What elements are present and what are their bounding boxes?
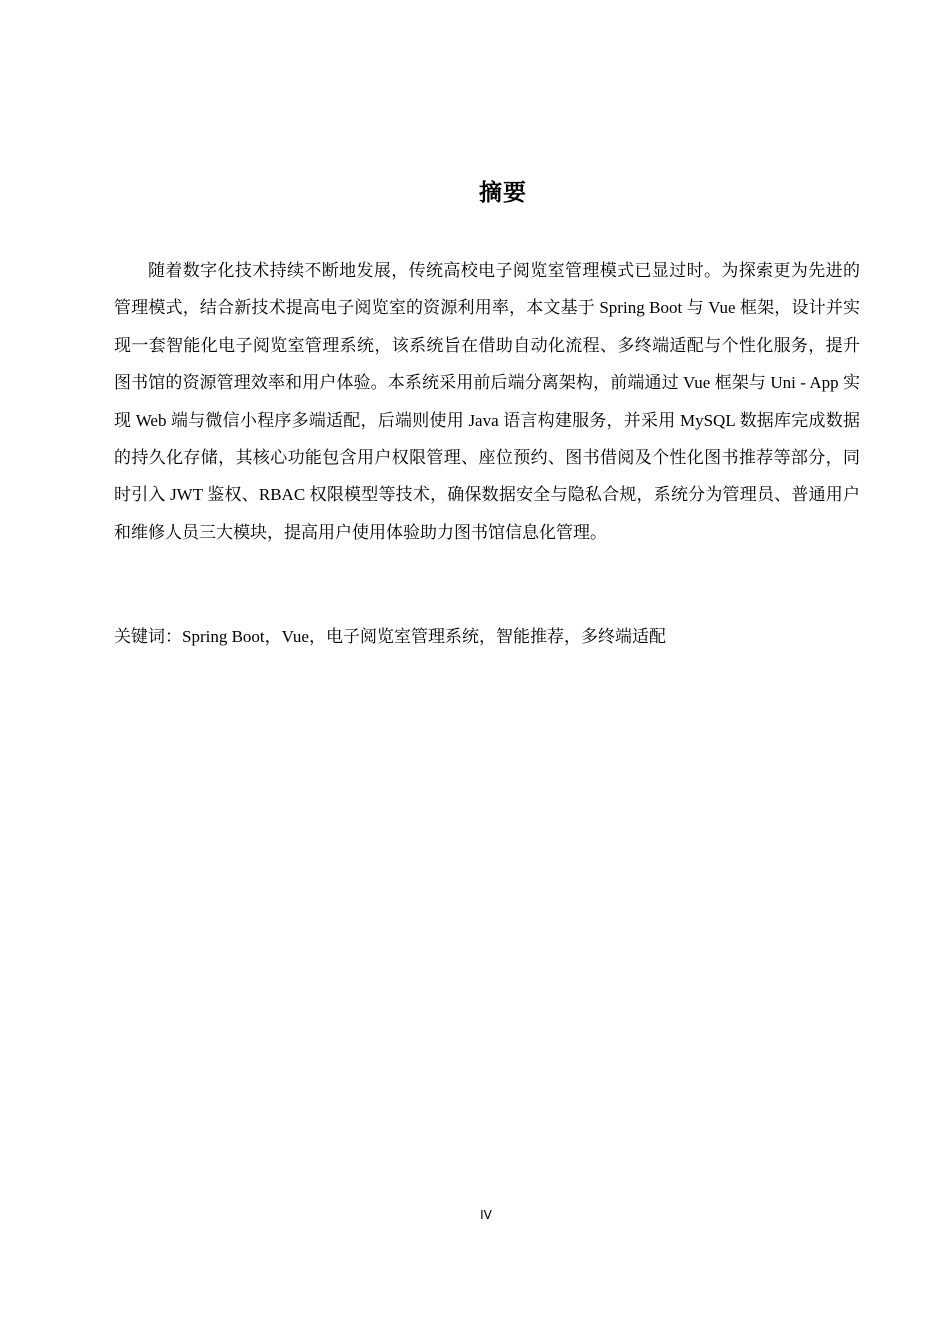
keywords-line: 关键词：Spring Boot，Vue，电子阅览室管理系统，智能推荐，多终端适配	[114, 627, 666, 646]
abstract-paragraph: 随着数字化技术持续不断地发展，传统高校电子阅览室管理模式已显过时。为探索更为先进的管理模式，结合新技术提高电子阅览室的资源利用率，本文基于 Spring Boot 与 Vue 框架，设计并实现一套智能化电子阅览室管理系统，该系统旨在借助自动化流程、多终端适配与个性化服务，提升图书馆的资源管理效率和用户体验。本系统采用前后端分离架构，前端通过 Vue 框架与 Uni - App 实现 Web 端与微信小程序多端适配，后端则使用 Java 语言构建服务，并采用 MySQL 数据库完成数据的持久化存储，其核心功能包含用户权限管理、座位预约、图书借阅及个性化图书推荐等部分，同时引入 JWT 鉴权、RBAC 权限模型等技术，确保数据安全与隐私合规，系统分为管理员、普通用户和维修人员三大模块，提高用户使用体验助力图书馆信息化管理。	[114, 261, 860, 542]
page-title: 摘要	[479, 180, 527, 206]
page-number: IV	[480, 1208, 492, 1222]
